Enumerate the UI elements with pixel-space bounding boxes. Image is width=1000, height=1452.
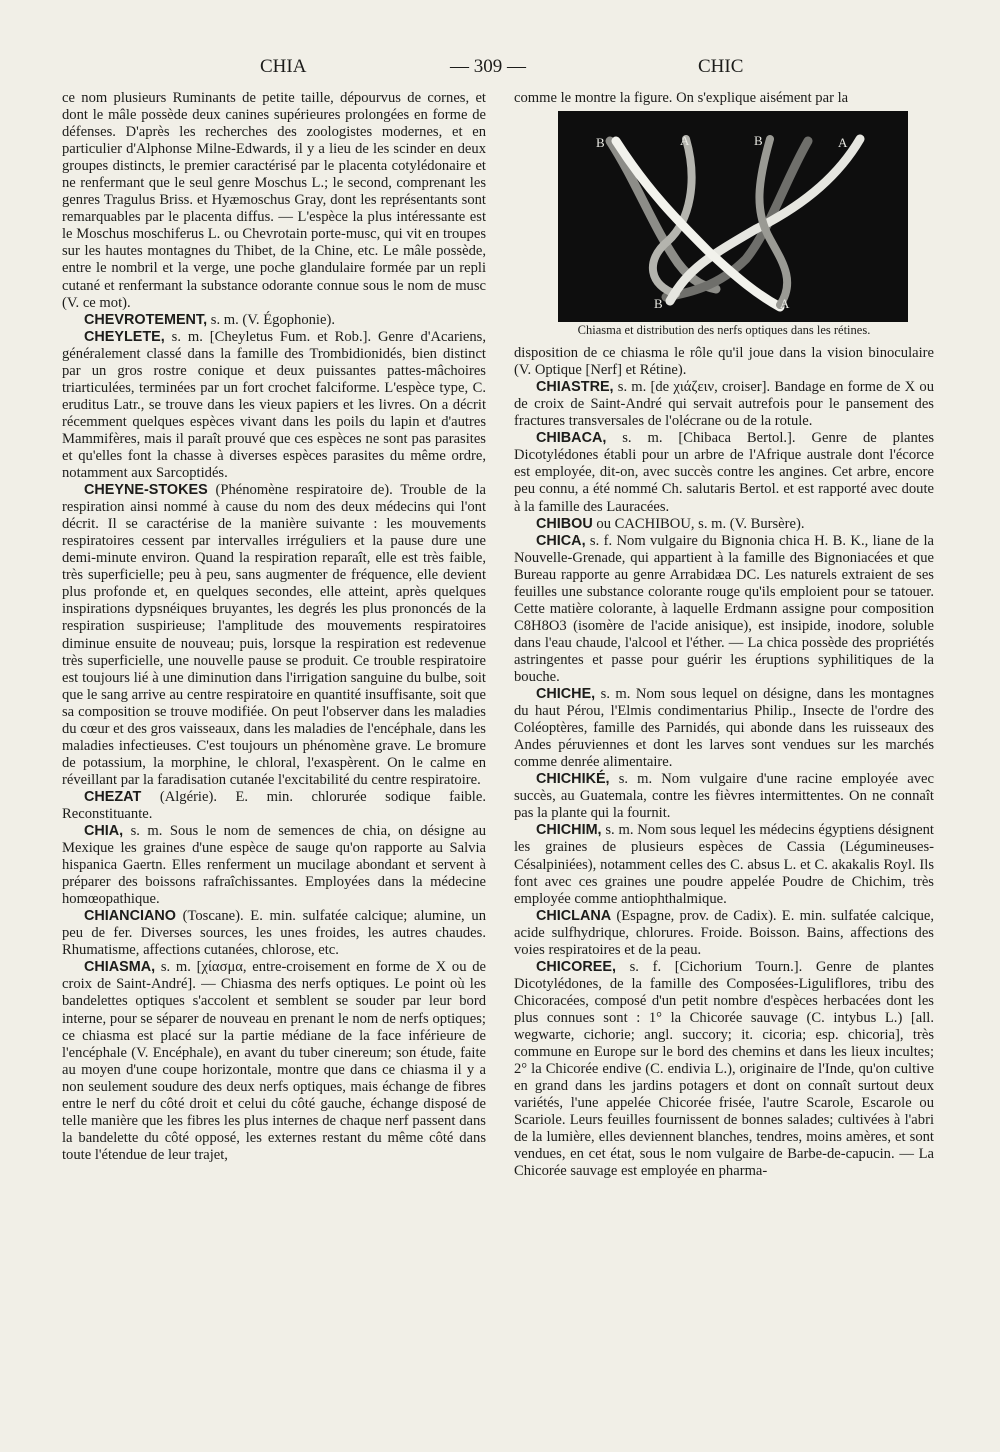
chiasma-continuation: comme le montre la figure. On s'explique aisément par la	[514, 90, 849, 106]
entry-chiche: CHICHE, s. m. Nom sous lequel on désigne, dans les montagnes du haut Pérou, l'Elmis condimentarius Philip., Insecte de l'ordre des Coléoptères, famille des Parnidés, qui abonde dans les ruisseaux des Andes péruviennes et dont les larves sont vendues sur les marchés comme denrée alimentaire.	[514, 686, 934, 771]
headword: CHICOREE,	[536, 958, 616, 975]
entry-chichim: CHICHIM, s. m. Nom sous lequel les médecins égyptiens désignent les graines de plusieurs espèces de Cassia (Légumineuses-Césalpiniées), notamment celles des C. absus L. et C. akakalis Royl. Ils font avec ces graines une poudre appelée Poudre de Chichim, très employée comme antiophthalmique.	[514, 822, 934, 907]
entry-chichike: CHICHIKÉ, s. m. Nom vulgaire d'une racine employée avec succès, au Guatemala, contre les fièvres intermittentes. On ne connaît pas la plante qui la fournit.	[514, 771, 934, 822]
headword: CHEVROTEMENT,	[84, 311, 208, 328]
entry-chiclana: CHICLANA (Espagne, prov. de Cadix). E. min. sulfatée calcique, acide sulfhydrique, chlorures. Froide. Boisson. Bains, affections des voies respiratoires et de la peau.	[514, 907, 934, 958]
headword: CHICHIM,	[536, 822, 602, 839]
entry-chianciano: CHIANCIANO (Toscane). E. min. sulfatée calcique; alumine, un peu de fer. Diverses sources, les unes froides, les autres chaudes. Rhumatisme, affections cutanées, chlorose, etc.	[62, 908, 486, 959]
entry-chiasma: CHIASMA, s. m. [χίασμα, entre-croisement en forme de X ou de croix de Saint-André]. — Chiasma des nerfs optiques. Le point où les bandelettes optiques s'accolent et semblent se souder par leur bord interne, pour se séparer de nouveau en prenant le nom de nerfs optiques; ce chiasma est placé sur la partie médiane de la face inférieure de l'encéphale (V. Encéphale), en avant du tuber cinereum; son étude, faite au moyen d'une coupe horizontale, montre que dans ce chiasma il y a non seulement soudure des deux nerfs optiques, mais échange de fibres entre le nerf du côté droit et celui du côté gauche, échange disposé de telle manière que les fibres les plus internes de chaque nerf passent dans la bandelette du côté opposé, les externes restant du même côté dans toute l'étendue de leur trajet,	[62, 959, 486, 1163]
headword: CHICLANA	[536, 907, 612, 924]
chiasma-illustration	[558, 111, 908, 322]
fig-label-a1: A	[680, 133, 690, 149]
headword: CHEYNE-STOKES	[84, 482, 208, 499]
headword: CHIASMA,	[84, 959, 156, 976]
entry-chia: CHIA, s. m. Sous le nom de semences de chia, on désigne au Mexique les graines d'une espèce de sauge qu'on rapporte au Salvia hispanica Gaertn. Elles renferment un mucilage abondant et servent à préparer des boissons rafraîchissantes. Employées dans la médecine homœopathique.	[62, 823, 486, 908]
headword: CHIBOU	[536, 515, 593, 532]
figure-caption: Chiasma et distribution des nerfs optiques dans les rétines.	[577, 323, 871, 338]
entry-cheyne-stokes: CHEYNE-STOKES (Phénomène respiratoire de). Trouble de la respiration ainsi nommé à cause du nom des deux médecins qui l'ont décrit. Il se caractérise de la manière suivante : les mouvements respiratoires cessent par intervalles irréguliers et la pause dure une demi-minute environ. Quand la respiration reparaît, elle est très faible, très superficielle; peu à peu, sans augmenter de fréquence, elle devient plus profonde et, en quelques secondes, elle atteint, après quelques inspirations dypsnéiques bruyantes, les degrés les plus prononcés de la respiration suspirieuse; l'amplitude des mouvements respiratoires diminue ensuite de nouveau; puis, lorsque la respiration est redevenue très superficielle, une nouvelle pause se produit. Ce trouble respiratoire est toujours lié à une diminution dans l'irrigation sanguine du bulbe, soit que le sang arrive au centre respiratoire en quantité insuffisante, soit que sa composition se trouve modifiée. On peut l'observer dans les maladies du cœur et des gros vaisseaux, dans les maladies de l'encéphale, dans les maladies infectieuses. C'est toujours un phénomène grave. Le bromure de potassium, la morphine, le chloral, l'exaspèrent. On le calme en réveillant par la faradisation cutanée l'excitabilité du centre respiratoire.	[62, 482, 486, 788]
entry-chibaca: CHIBACA, s. m. [Chibaca Bertol.]. Genre de plantes Dicotylédones établi pour un arbre de l'Afrique australe dont l'écorce est employée, dit-on, avec succès contre les angines. Cet arbre, encore peu connu, a été nommé Ch. salutaris Bertol. et est rapporté avec doute à la famille des Lauracées.	[514, 430, 934, 515]
headword: CHIASTRE,	[536, 379, 614, 396]
chiasma-figure	[514, 111, 934, 339]
fig-label-a-bottom: A	[780, 296, 790, 312]
left-column	[62, 90, 486, 1164]
headword: CHIANCIANO	[84, 908, 176, 925]
headword: CHEYLETE,	[84, 328, 165, 345]
fig-label-b1: B	[596, 135, 605, 151]
running-head	[62, 56, 946, 82]
entry-chezat: CHEZAT (Algérie). E. min. chlorurée sodique faible. Reconstituante.	[62, 788, 486, 822]
header-right-word: CHIC	[698, 56, 744, 77]
entry-chevrotement: CHEVROTEMENT, s. m. (V. Égophonie).	[84, 311, 335, 328]
headword: CHICA,	[536, 532, 586, 549]
headword: CHICHE,	[536, 686, 596, 703]
page-number: — 309 —	[450, 56, 526, 77]
entry-continuation: ce nom plusieurs Ruminants de petite taille, dépourvus de cornes, et dont le mâle possède deux canines supérieures prolongées en forme de défenses. D'après les recherches des zoologistes modernes, et en particulier d'Alphonse Milne-Edwards, il y a lieu de les scinder en deux groupes distincts, le premier caractérisé par le placenta cotylédonaire et ne renfermant que le seul genre Moschus L.; le second, comprenant les genres Tragulus Briss. et Hyæmoschus Gray, dont les représentants sont remarquables par le placenta diffus. — L'espèce la plus intéressante est le Moschus moschiferus L. ou Chevrotain porte-musc, qui vit en troupes sur les hautes montagnes du Thibet, de la Chine, etc. Le mâle possède, entre le nombril et la verge, une poche glandulaire formée par un repli cutané et renfermant la substance odorante connue sous le nom de musc (V. ce mot).	[62, 90, 486, 311]
headword: CHIA,	[84, 823, 124, 840]
entry-chica: CHICA, s. f. Nom vulgaire du Bignonia chica H. B. K., liane de la Nouvelle-Grenade, qui appartient à la famille des Bignoniacées et que Bureau rapporte au genre Arrabidæa DC. Les naturels extraient de ses feuilles une substance colorante rouge qu'ils emploient pour se tatouer. Cette matière colorante, à laquelle Erdmann assigne pour composition C8H8O3 (isomère de l'acide anisique), est insipide, inodore, soluble dans l'eau chaude, l'alcool et l'éther. — La chica possède des propriétés astringentes et passe pour guérir les éruptions syphilitiques de la bouche.	[514, 532, 934, 685]
headword: CHICHIKÉ,	[536, 771, 610, 788]
headword: CHIBACA,	[536, 430, 607, 447]
headword: CHEZAT	[84, 788, 142, 805]
entry-cheylete: CHEYLETE, s. m. [Cheyletus Fum. et Rob.]. Genre d'Acariens, généralement classé dans la famille des Trombidionidés, bien distinct par un gros rostre conique et deux puissantes pattes-mâchoires triarticulées, terminées par un fort crochet falciforme. L'espèce type, C. eruditus Latr., se trouve dans les vieux papiers et les livres. On a décrit récemment quelques espèces vivant dans les poils du lapin et d'autres Mammifères, mais il paraît prouvé que ces espèces ne sont pas parasites et qu'elles font la chasse à diverses espèces parasites du même ordre, notamment aux Sarcoptidés.	[62, 328, 486, 482]
right-column	[514, 90, 934, 1180]
header-left-word: CHIA	[260, 56, 307, 77]
fig-label-a2: A	[838, 135, 848, 151]
entry-chicoree: CHICOREE, s. f. [Cichorium Tourn.]. Genre de plantes Dicotylédones, de la famille des Composées-Liguliflores, tribu des Chicoracées, composé d'un petit nombre d'espèces herbacées dont les plus connues sont : 1° la Chicorée sauvage (C. intybus L.) [all. wegwarte, cichorie; angl. succory; it. cicoria; esp. chicoria], très commune en Europe sur le bord des chemins et dans les lieux incultes; 2° la Chicorée endive (C. endivia L.), originaire de l'Inde, qu'on cultive en grand dans les jardins potagers et dont on connaît surtout deux variétés, l'une appelée Chicorée frisée, l'autre Scarole, Escarole ou Scariole. Leurs feuilles fournissent de bonnes salades; cultivées à l'abri de la lumière, elles deviennent blanches, tendres, moins amères, et sont vendues, en cet état, sous le nom vulgaire de Barbe-de-capucin. — La Chicorée sauvage est employée en pharma-	[514, 958, 934, 1180]
fig-label-b2: B	[754, 133, 763, 149]
fig-label-b-bottom: B	[654, 296, 663, 312]
entry-continuation-right: disposition de ce chiasma le rôle qu'il joue dans la vision binoculaire (V. Optique [Nerf] et Rétine).	[514, 345, 934, 379]
entry-chibou: CHIBOU ou CACHIBOU, s. m. (V. Bursère).	[536, 515, 805, 532]
entry-chiastre: CHIASTRE, s. m. [de χιάζειν, croiser]. Bandage en forme de X ou de croix de Saint-André qui servait autrefois pour le pansement des fractures transversales de l'olécrane ou de la rotule.	[514, 379, 934, 430]
